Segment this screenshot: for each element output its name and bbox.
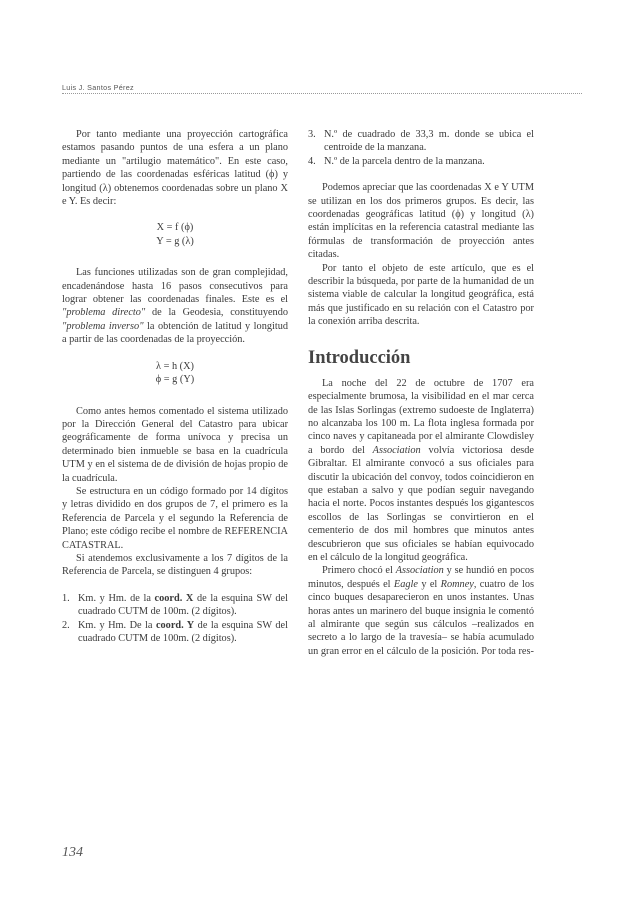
- text-run: y el: [417, 578, 441, 590]
- formula-line: Y = g (λ): [156, 235, 194, 247]
- groups-list: [62, 592, 288, 646]
- list-item: 1. Km. y Hm. de la coord. X de la esquina SW del cuadrado CUTM de 100m. (2 dígitos).: [62, 592, 288, 618]
- text-run: volvía victoriosa desde Gibraltar. El almirante convocó a sus oficiales para discutir la ubicación del convoy, todos coincidieron en que estaban a salvo y que podían seguir navegando hacia el norte. Pocos instantes después los gigantescos escollos de las Sorlingas se convirtieron en el cementerio de dos mil hombres que minutos antes descubrieron que sus oficiales se habían equivocado en el cálculo de la longitud geográfica.: [308, 444, 534, 563]
- paragraph: Por tanto mediante una proyección cartográfica estamos pasando puntos de una esfera a un plano mediante un "artilugio matemático". En este caso, partiendo de las coordenadas esféricas latitud (ϕ) y longitud (λ) obtenemos coordenadas sobre un plano X e Y. Es decir:: [62, 129, 288, 208]
- italic-run: Association: [395, 565, 444, 577]
- list-item: 4. N.º de la parcela dentro de la manzana.: [308, 155, 485, 167]
- formula-line: λ = h (X): [156, 360, 194, 372]
- section-title: Introducción: [308, 347, 411, 368]
- paragraph: Si atendemos exclusivamente a los 7 dígitos de la Referencia de Parcela, se distinguen 4 grupos:: [62, 552, 288, 578]
- italic-run: Eagle: [393, 578, 418, 590]
- italic-run: Association: [372, 444, 421, 456]
- text-run: de la Geodesia, constituyendo: [145, 307, 289, 319]
- paragraph: [308, 564, 534, 658]
- list-item: 3. N.º de cuadrado de 33,3 m. donde se ubica el centroide de la manzana.: [308, 129, 534, 154]
- paragraph: Podemos apreciar que las coordenadas X e Y UTM se utilizan en los dos primeros grupos. Es decir, las coordenadas geográficas latitud (ϕ) y longitud (λ) están implícitas en la referencia catastral mediante las fórmulas de transformación de proyección antes citadas.: [308, 182, 534, 261]
- paragraph: [308, 377, 534, 565]
- right-column: [308, 128, 534, 658]
- paragraph: Se estructura en un código formado por 14 dígitos y letras dividido en dos grupos de 7, el primero es la Referencia de Parcela y el segundo la Referencia de Plano; este código recibe el nombre de REFERENCIA CATASTRAL.: [62, 485, 288, 551]
- text-run: Primero chocó el: [322, 565, 396, 577]
- list-item: 2. Km. y Hm. De la coord. Y de la esquina SW del cuadrado CUTM de 100m. (2 dígitos).: [62, 619, 288, 644]
- header-rule: [62, 93, 582, 94]
- groups-list-continued: [308, 128, 534, 168]
- italic-run: Romney: [440, 578, 474, 590]
- paragraph: Por tanto el objeto de este artículo, que es el describir la búsqueda, por parte de la humanidad de un sistema viable de calcular la longitud geográfica, está más que justificado en su relación con el Catastro por la conexión arriba descrita.: [308, 262, 534, 328]
- left-column: [62, 128, 288, 645]
- text-run: y se hundió en pocos minutos, después el: [308, 565, 534, 590]
- text-run: la obtención de latitud y longitud a partir de las coordenadas de la proyección.: [62, 320, 289, 346]
- text-run: , cuatro de los cinco buques desaparecieron en unos instantes. Unas horas antes un marinero del buque insignia le comentó al almirante que según sus cálculos –realizados en secreto a lo largo de la travesía– se había acumulado un gran error en el cálculo de la posición. Por toda res-: [308, 578, 535, 657]
- italic-run: "problema inverso": [62, 320, 144, 332]
- paragraph: [62, 266, 288, 346]
- text-run: Las funciones utilizadas son de gran complejidad, encadenándose hasta 16 pasos consecutivos para lograr obtener las coordenadas finales. Este es el: [62, 267, 288, 306]
- text-run: La noche del 22 de octubre de 1707 era especialmente brumosa, la visibilidad en el mar cerca de las Islas Sorlingas (extremo sudoeste de Inglaterra) no alcanzaba los 100 m. La flota inglesa formada por cinco naves y capitaneada por el almirante Clowdisley a bordo del: [308, 377, 534, 456]
- running-head: Luis J. Santos Pérez: [62, 83, 134, 92]
- italic-run: "problema directo": [62, 307, 146, 319]
- formula-line: X = f (ϕ): [156, 222, 194, 234]
- paragraph: Como antes hemos comentado el sistema utilizado por la Dirección General del Catastro para ubicar geográficamente de forma unívoca y precisa un determinado bien inmueble se basa en la cuadrícula UTM y en el sistema de de división de hojas propio de la cuadrícula.: [62, 405, 288, 484]
- formula-line: ϕ = g (Y): [155, 374, 195, 386]
- page-number: 134: [62, 845, 83, 860]
